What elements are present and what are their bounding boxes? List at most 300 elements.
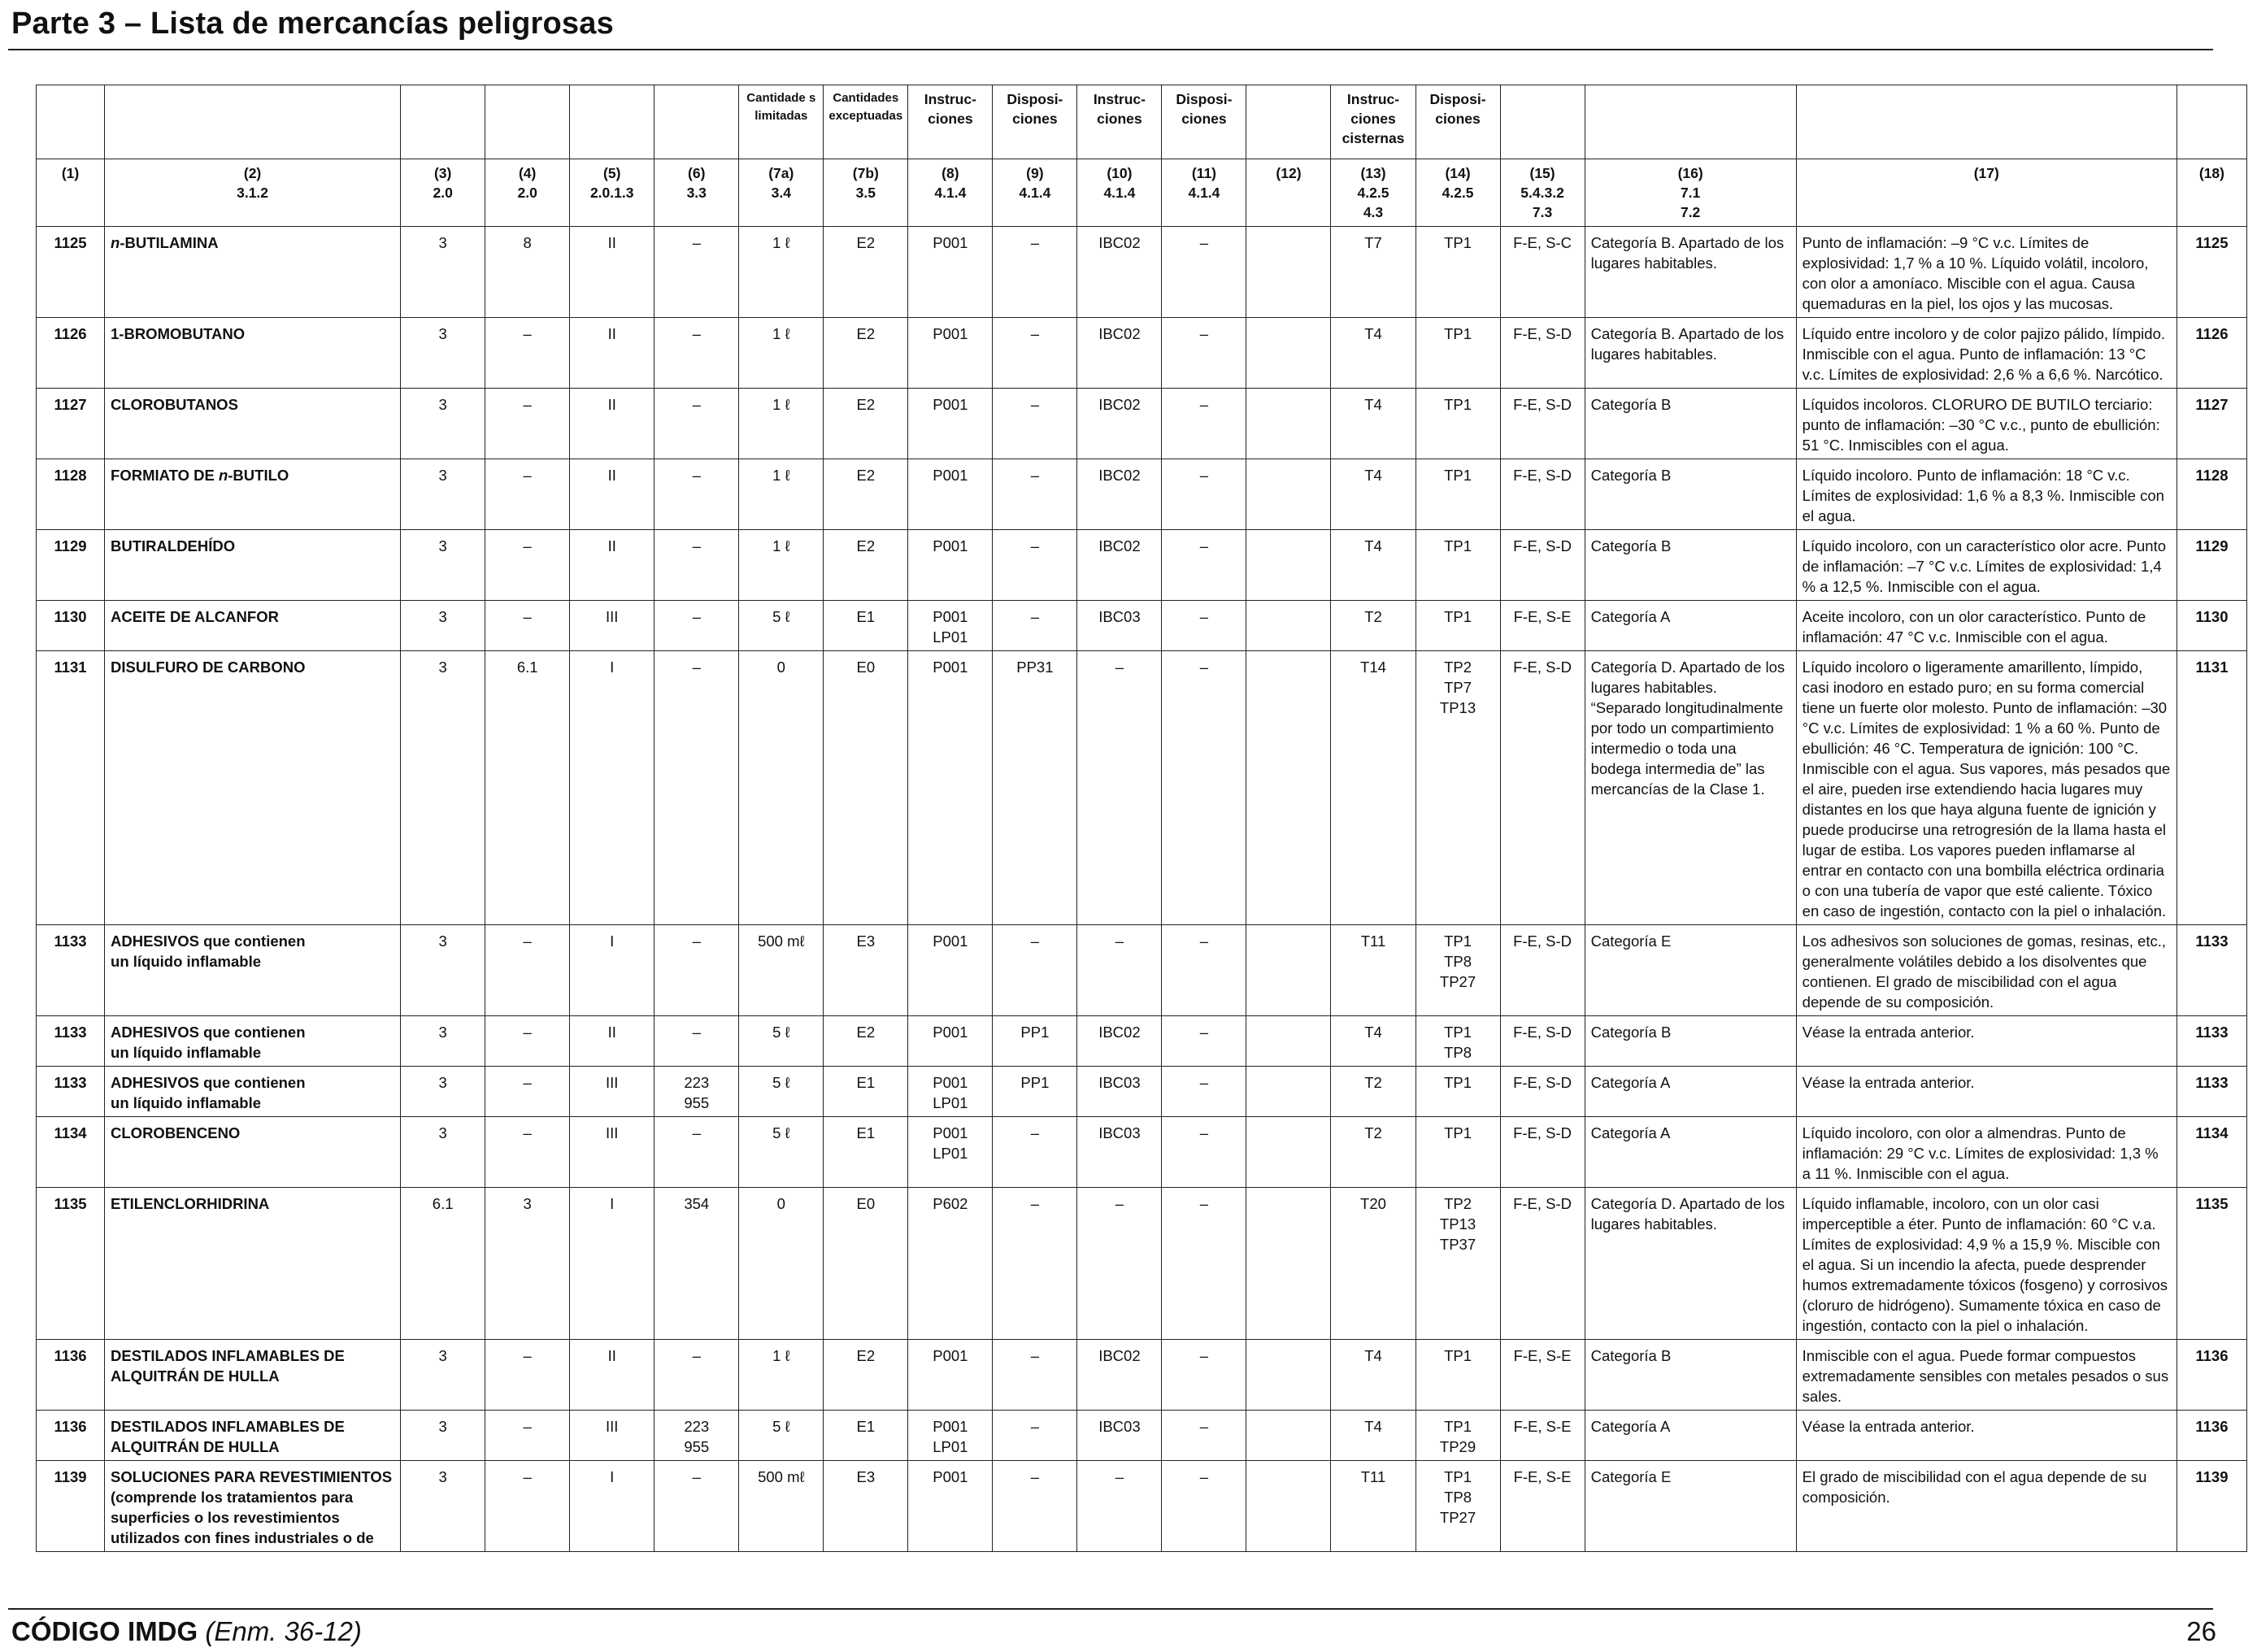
header-ref-line: (14): [1445, 165, 1471, 181]
cell-c7b: E0: [824, 651, 908, 925]
cell-c11: –: [1162, 601, 1246, 651]
cell-c13: T11: [1331, 1461, 1416, 1552]
header-ref-line: 4.1.4: [1019, 185, 1051, 201]
cell-c7a: 500 mℓ: [739, 925, 824, 1016]
header-title-7: Cantidade s limitadas: [739, 85, 824, 159]
cell-c6: [654, 651, 739, 925]
cell-line: 223: [684, 1074, 710, 1091]
cell-line: CLOROBENCENO: [111, 1124, 241, 1141]
cell-c6: [654, 1461, 739, 1552]
cell-c8: [908, 1411, 993, 1461]
cell-c14: [1416, 227, 1500, 318]
cell-c12: [1246, 389, 1331, 459]
header-title-11: Instruc-ciones: [1077, 85, 1162, 159]
cell-line: –: [692, 1468, 701, 1485]
header-title-14: Instruc-ciones cisternas: [1331, 85, 1416, 159]
header-ref-line: (3): [433, 165, 452, 181]
cell-c11: –: [1162, 1117, 1246, 1188]
cell-c17: Líquidos incoloros. CLORURO DE BUTILO terciario: punto de inflamación: –30 °C v.c., punto de ebullición: 51 °C. Inmiscibles con el agua.: [1796, 389, 2177, 459]
cell-c10: IBC02: [1077, 318, 1162, 389]
cell-c15: F-E, S-D: [1500, 925, 1585, 1016]
cell-un2: 1134: [2177, 1117, 2246, 1188]
cell-c7a: 500 mℓ: [739, 1461, 824, 1552]
cell-c3: 3: [401, 459, 485, 530]
cell-c9: –: [993, 1340, 1077, 1411]
cell-c15: F-E, S-D: [1500, 389, 1585, 459]
cell-line: P001: [933, 1468, 968, 1485]
cell-c15: F-E, S-E: [1500, 1340, 1585, 1411]
cell-line: TP37: [1439, 1236, 1476, 1253]
header-title-row: [37, 85, 2247, 159]
cell-c16: Categoría A: [1585, 601, 1796, 651]
header-ref-line: (18): [2198, 165, 2224, 181]
cell-un: 1127: [37, 389, 105, 459]
cell-line: 955: [684, 1438, 710, 1455]
cell-c4: –: [485, 1411, 570, 1461]
header-ref-row: [37, 159, 2247, 227]
cell-name: [105, 651, 401, 925]
cell-line: TP29: [1439, 1438, 1476, 1455]
header-ref-14: [1331, 159, 1416, 227]
cell-c16: Categoría B: [1585, 459, 1796, 530]
header-title-13: [1246, 85, 1331, 159]
cell-name: [105, 1117, 401, 1188]
cell-c11: –: [1162, 227, 1246, 318]
cell-c5: III: [570, 1117, 654, 1188]
table-row: [37, 530, 2247, 601]
cell-c5: I: [570, 925, 654, 1016]
header-title-12: Disposi-ciones: [1162, 85, 1246, 159]
cell-name: [105, 1461, 401, 1552]
cell-name: [105, 227, 401, 318]
cell-c12: [1246, 1117, 1331, 1188]
cell-c16: Categoría D. Apartado de los lugares habitables.: [1585, 1188, 1796, 1340]
header-ref-line: 7.3: [1532, 204, 1553, 220]
cell-c15: F-E, S-E: [1500, 1461, 1585, 1552]
cell-c8: [908, 1117, 993, 1188]
cell-c7b: E1: [824, 1067, 908, 1117]
cell-un2: 1135: [2177, 1188, 2246, 1340]
cell-line: un líquido inflamable: [111, 1044, 262, 1061]
table-row: [37, 318, 2247, 389]
cell-c13: T4: [1331, 1016, 1416, 1067]
cell-c14: [1416, 530, 1500, 601]
cell-c4: –: [485, 459, 570, 530]
cell-line: TP8: [1444, 1489, 1472, 1506]
cell-line: TP13: [1439, 699, 1476, 716]
cell-c6: [654, 925, 739, 1016]
cell-line: P001: [933, 1347, 968, 1364]
cell-line: TP1: [1444, 1468, 1472, 1485]
cell-c10: IBC02: [1077, 1340, 1162, 1411]
cell-line: un líquido inflamable: [111, 1094, 262, 1111]
cell-c12: [1246, 227, 1331, 318]
cell-line: TP27: [1439, 973, 1476, 990]
header-ref-line: (6): [688, 165, 706, 181]
header-ref-line: 3.4: [771, 185, 791, 201]
header-title-5: [570, 85, 654, 159]
cell-c7a: 1 ℓ: [739, 227, 824, 318]
header-ref-line: (12): [1276, 165, 1302, 181]
cell-un: 1133: [37, 1067, 105, 1117]
cell-c7a: 5 ℓ: [739, 1016, 824, 1067]
cell-un: 1136: [37, 1411, 105, 1461]
cell-c12: [1246, 318, 1331, 389]
cell-line: BUTIRALDEHÍDO: [111, 537, 236, 554]
cell-c13: T11: [1331, 925, 1416, 1016]
cell-c13: T4: [1331, 1340, 1416, 1411]
cell-c6: [654, 601, 739, 651]
cell-un2: 1136: [2177, 1411, 2246, 1461]
cell-c9: –: [993, 227, 1077, 318]
cell-c11: –: [1162, 925, 1246, 1016]
cell-c6: [654, 227, 739, 318]
table-row: [37, 1016, 2247, 1067]
header-ref-11: [1077, 159, 1162, 227]
cell-c16: Categoría B: [1585, 1340, 1796, 1411]
header-ref-line: 4.1.4: [1103, 185, 1136, 201]
cell-c16: Categoría B. Apartado de los lugares habitables.: [1585, 227, 1796, 318]
header-title-9: Instruc-ciones: [908, 85, 993, 159]
cell-c9: –: [993, 1117, 1077, 1188]
cell-un: 1128: [37, 459, 105, 530]
cell-c4: –: [485, 1067, 570, 1117]
cell-name: [105, 459, 401, 530]
cell-c7b: E2: [824, 227, 908, 318]
cell-line: P001: [933, 933, 968, 950]
cell-c9: –: [993, 925, 1077, 1016]
cell-name: [105, 1067, 401, 1117]
cell-un2: 1128: [2177, 459, 2246, 530]
cell-line: TP1: [1444, 325, 1472, 342]
cell-un2: 1139: [2177, 1461, 2246, 1552]
cell-c12: [1246, 1188, 1331, 1340]
header-title-3: [401, 85, 485, 159]
cell-c15: F-E, S-E: [1500, 1411, 1585, 1461]
header-title-2: [105, 85, 401, 159]
cell-line: P001: [933, 1418, 968, 1435]
cell-c3: 3: [401, 389, 485, 459]
header-ref-18: [1796, 159, 2177, 227]
cell-c17: El grado de miscibilidad con el agua depende de su composición.: [1796, 1461, 2177, 1552]
title-rule: [8, 49, 2213, 50]
cell-c15: F-E, S-D: [1500, 1188, 1585, 1340]
cell-line: TP8: [1444, 953, 1472, 970]
cell-c7a: 1 ℓ: [739, 1340, 824, 1411]
cell-c6: [654, 389, 739, 459]
cell-c16: Categoría B. Apartado de los lugares habitables.: [1585, 318, 1796, 389]
cell-c6: [654, 1411, 739, 1461]
cell-name: [105, 1340, 401, 1411]
cell-c4: –: [485, 925, 570, 1016]
header-ref-1: [37, 159, 105, 227]
header-ref-2: [105, 159, 401, 227]
cell-c17: Líquido incoloro. Punto de inflamación: 18 °C v.c. Límites de explosividad: 1,6 % a 8,3 %. Inmiscible con el agua.: [1796, 459, 2177, 530]
cell-c3: 6.1: [401, 1188, 485, 1340]
cell-line: –: [692, 537, 701, 554]
cell-c7b: E2: [824, 530, 908, 601]
cell-line: TP13: [1439, 1215, 1476, 1232]
cell-line: ACEITE DE ALCANFOR: [111, 608, 279, 625]
cell-c5: II: [570, 530, 654, 601]
cell-c12: [1246, 1016, 1331, 1067]
cell-line: LP01: [933, 1094, 968, 1111]
cell-line: TP2: [1444, 1195, 1472, 1212]
header-title-10: Disposi-ciones: [993, 85, 1077, 159]
cell-un2: 1131: [2177, 651, 2246, 925]
cell-name: [105, 389, 401, 459]
header-ref-line: 3.3: [686, 185, 707, 201]
cell-c15: F-E, S-D: [1500, 1117, 1585, 1188]
cell-line: TP1: [1444, 933, 1472, 950]
cell-line: P001: [933, 1074, 968, 1091]
cell-line: P001: [933, 467, 968, 484]
table-row: [37, 1411, 2247, 1461]
cell-c5: I: [570, 1461, 654, 1552]
cell-c14: [1416, 1117, 1500, 1188]
cell-c4: –: [485, 389, 570, 459]
footer-label: [11, 1616, 362, 1647]
cell-c11: –: [1162, 459, 1246, 530]
cell-line: TP7: [1444, 679, 1472, 696]
cell-c7b: E2: [824, 459, 908, 530]
cell-c8: [908, 1188, 993, 1340]
header-ref-line: (16): [1677, 165, 1703, 181]
cell-line: –: [692, 1024, 701, 1041]
cell-c3: 3: [401, 1016, 485, 1067]
cell-c10: –: [1077, 925, 1162, 1016]
cell-c13: T4: [1331, 530, 1416, 601]
cell-c8: [908, 1067, 993, 1117]
cell-c9: –: [993, 318, 1077, 389]
cell-c12: [1246, 530, 1331, 601]
cell-line: un líquido inflamable: [111, 953, 262, 970]
cell-c11: –: [1162, 318, 1246, 389]
header-ref-5: [570, 159, 654, 227]
header-ref-line: 4.1.4: [934, 185, 967, 201]
cell-line: TP8: [1444, 1044, 1472, 1061]
cell-c8: [908, 227, 993, 318]
cell-c15: F-E, S-D: [1500, 318, 1585, 389]
header-ref-line: (1): [61, 165, 80, 181]
header-ref-line: (9): [1026, 165, 1044, 181]
header-ref-line: 7.2: [1680, 204, 1701, 220]
table-row: [37, 459, 2247, 530]
cell-un: 1133: [37, 1016, 105, 1067]
cell-c6: [654, 459, 739, 530]
cell-c12: [1246, 1411, 1331, 1461]
cell-c12: [1246, 925, 1331, 1016]
cell-line: TP27: [1439, 1509, 1476, 1526]
cell-c9: PP1: [993, 1016, 1077, 1067]
cell-c5: III: [570, 1067, 654, 1117]
cell-c10: –: [1077, 1188, 1162, 1340]
header-title-15: Disposi-ciones: [1416, 85, 1500, 159]
cell-c8: [908, 1340, 993, 1411]
cell-line: ALQUITRÁN DE HULLA: [111, 1438, 280, 1455]
cell-c13: T14: [1331, 651, 1416, 925]
cell-c10: IBC02: [1077, 459, 1162, 530]
cell-c14: [1416, 1411, 1500, 1461]
cell-c7a: 5 ℓ: [739, 1117, 824, 1188]
cell-c10: IBC03: [1077, 1411, 1162, 1461]
cell-c4: 6.1: [485, 651, 570, 925]
cell-c14: [1416, 389, 1500, 459]
cell-c9: PP31: [993, 651, 1077, 925]
cell-line: P001: [933, 325, 968, 342]
cell-c9: –: [993, 1411, 1077, 1461]
cell-c17: Líquido inflamable, incoloro, con un olor casi imperceptible a éter. Punto de inflamación: 60 °C v.a. Límites de explosividad: 4,9 % a 15,9 %. Miscible con el agua. Si un incendio la afecta, puede desprender humos extremadamente tóxicos (fosgeno) y corrosivos (cloruro de hidrógeno). Sumamente tóxica en caso de ingestión, contacto con la piel o inhalación.: [1796, 1188, 2177, 1340]
cell-line: P001: [933, 1124, 968, 1141]
cell-line: –: [692, 467, 701, 484]
cell-c10: IBC02: [1077, 530, 1162, 601]
cell-c17: Véase la entrada anterior.: [1796, 1411, 2177, 1461]
cell-c16: Categoría E: [1585, 1461, 1796, 1552]
cell-c4: –: [485, 1340, 570, 1411]
header-ref-line: (17): [1973, 165, 1999, 181]
cell-un2: 1130: [2177, 601, 2246, 651]
cell-c10: IBC02: [1077, 389, 1162, 459]
cell-c12: [1246, 651, 1331, 925]
cell-c7b: E2: [824, 1340, 908, 1411]
cell-c8: [908, 925, 993, 1016]
cell-c9: –: [993, 1188, 1077, 1340]
cell-c8: [908, 318, 993, 389]
header-ref-line: 2.0.1.3: [589, 185, 634, 201]
cell-line: ADHESIVOS que contienen: [111, 1024, 306, 1041]
header-ref-line: 4.1.4: [1188, 185, 1220, 201]
cell-line: 354: [684, 1195, 710, 1212]
cell-un: 1125: [37, 227, 105, 318]
cell-line: SOLUCIONES PARA REVESTIMIENTOS: [111, 1468, 393, 1485]
cell-c7a: 1 ℓ: [739, 530, 824, 601]
cell-c9: –: [993, 601, 1077, 651]
cell-line: 223: [684, 1418, 710, 1435]
cell-c14: [1416, 925, 1500, 1016]
cell-un: 1135: [37, 1188, 105, 1340]
header-ref-line: (7b): [852, 165, 879, 181]
cell-c17: Líquido incoloro o ligeramente amarillento, límpido, casi inodoro en estado puro; en su forma comercial tiene un fuerte olor molesto. Punto de inflamación: –30 °C v.c. Límites de explosividad: 1 % a 60 %. Punto de ebullición: 46 °C. Temperatura de ignición: 100 °C. Inmiscible con el agua. Sus vapores, más pesados que el aire, pueden irse extendiendo hacia lugares muy distantes en los que haya alguna fuente de ignición y puede producirse una retrogresión de la llama hasta el lugar de estiba. Los vapores pueden inflamarse al entrar en contacto con una bombilla eléctrica ordinaria o con una tubería de vapor que esté caliente. Tóxico en caso de ingestión, contacto con la piel o inhalación.: [1796, 651, 2177, 925]
header-ref-line: 2.0: [433, 185, 453, 201]
header-title-19: [2177, 85, 2246, 159]
cell-c4: 8: [485, 227, 570, 318]
cell-c17: Los adhesivos son soluciones de gomas, resinas, etc., generalmente volátiles debido a los disolventes que contienen. El grado de miscibilidad con el agua depende de su composición.: [1796, 925, 2177, 1016]
page-title: Parte 3 – Lista de mercancías peligrosas: [11, 7, 614, 41]
cell-line: P001: [933, 659, 968, 676]
cell-c3: 3: [401, 601, 485, 651]
cell-c15: F-E, S-C: [1500, 227, 1585, 318]
cell-un2: 1133: [2177, 925, 2246, 1016]
table-row: [37, 1117, 2247, 1188]
cell-c6: [654, 318, 739, 389]
cell-line: 1-BROMOBUTANO: [111, 325, 246, 342]
header-ref-17: [1585, 159, 1796, 227]
cell-c3: 3: [401, 318, 485, 389]
cell-name: [105, 1188, 401, 1340]
header-ref-line: (4): [518, 165, 537, 181]
header-title-17: [1585, 85, 1796, 159]
cell-line: TP1: [1444, 1347, 1472, 1364]
cell-c4: –: [485, 530, 570, 601]
cell-c5: III: [570, 601, 654, 651]
cell-c10: IBC03: [1077, 1117, 1162, 1188]
dangerous-goods-table: [36, 85, 2247, 1552]
cell-line: P001: [933, 396, 968, 413]
cell-c3: 3: [401, 227, 485, 318]
table-row: [37, 1188, 2247, 1340]
cell-c10: –: [1077, 651, 1162, 925]
cell-line: –: [692, 234, 701, 251]
cell-line: utilizados con fines industriales o de: [111, 1529, 374, 1546]
header-ref-9: [908, 159, 993, 227]
cell-c10: IBC02: [1077, 227, 1162, 318]
cell-un2: 1127: [2177, 389, 2246, 459]
header-title-4: [485, 85, 570, 159]
cell-un: 1133: [37, 925, 105, 1016]
header-title-16: [1500, 85, 1585, 159]
header-ref-6: [654, 159, 739, 227]
cell-line: 955: [684, 1094, 710, 1111]
cell-c11: –: [1162, 1016, 1246, 1067]
cell-c16: Categoría A: [1585, 1067, 1796, 1117]
header-ref-7: [739, 159, 824, 227]
cell-c17: Inmiscible con el agua. Puede formar compuestos extremadamente sensibles con metales pesados o sus sales.: [1796, 1340, 2177, 1411]
footer-amendment: (Enm. 36-12): [205, 1616, 362, 1646]
header-ref-12: [1162, 159, 1246, 227]
cell-line: n-BUTILAMINA: [111, 234, 219, 251]
header-ref-19: [2177, 159, 2246, 227]
cell-c17: Líquido entre incoloro y de color pajizo pálido, límpido. Inmiscible con el agua. Punto de inflamación: 13 °C v.c. Límites de explosividad: 2,6 % a 6,6 %. Narcótico.: [1796, 318, 2177, 389]
cell-un2: 1129: [2177, 530, 2246, 601]
cell-c14: [1416, 651, 1500, 925]
cell-c4: –: [485, 1461, 570, 1552]
cell-c8: [908, 389, 993, 459]
cell-c7a: 5 ℓ: [739, 1411, 824, 1461]
table-row: [37, 925, 2247, 1016]
cell-c7a: 1 ℓ: [739, 318, 824, 389]
cell-un: 1139: [37, 1461, 105, 1552]
header-title-6: [654, 85, 739, 159]
cell-un2: 1133: [2177, 1016, 2246, 1067]
cell-c3: 3: [401, 651, 485, 925]
cell-un: 1134: [37, 1117, 105, 1188]
cell-c7b: E2: [824, 1016, 908, 1067]
page-number: 26: [2186, 1616, 2216, 1646]
cell-c16: Categoría B: [1585, 1016, 1796, 1067]
cell-c4: –: [485, 1117, 570, 1188]
header-ref-4: [485, 159, 570, 227]
cell-c9: –: [993, 1461, 1077, 1552]
cell-c15: F-E, S-D: [1500, 1067, 1585, 1117]
cell-un2: 1136: [2177, 1340, 2246, 1411]
cell-c5: II: [570, 1340, 654, 1411]
cell-line: P001: [933, 608, 968, 625]
cell-c7b: E0: [824, 1188, 908, 1340]
cell-line: P602: [933, 1195, 968, 1212]
cell-c7a: 5 ℓ: [739, 601, 824, 651]
cell-c7b: E1: [824, 1411, 908, 1461]
cell-c7a: 1 ℓ: [739, 459, 824, 530]
header-title-18: [1796, 85, 2177, 159]
cell-c3: 3: [401, 1340, 485, 1411]
cell-line: TP1: [1444, 396, 1472, 413]
cell-c10: IBC02: [1077, 1016, 1162, 1067]
cell-c4: 3: [485, 1188, 570, 1340]
header-ref-line: 4.3: [1363, 204, 1384, 220]
cell-line: ADHESIVOS que contienen: [111, 1074, 306, 1091]
table-row: [37, 389, 2247, 459]
cell-un2: 1126: [2177, 318, 2246, 389]
